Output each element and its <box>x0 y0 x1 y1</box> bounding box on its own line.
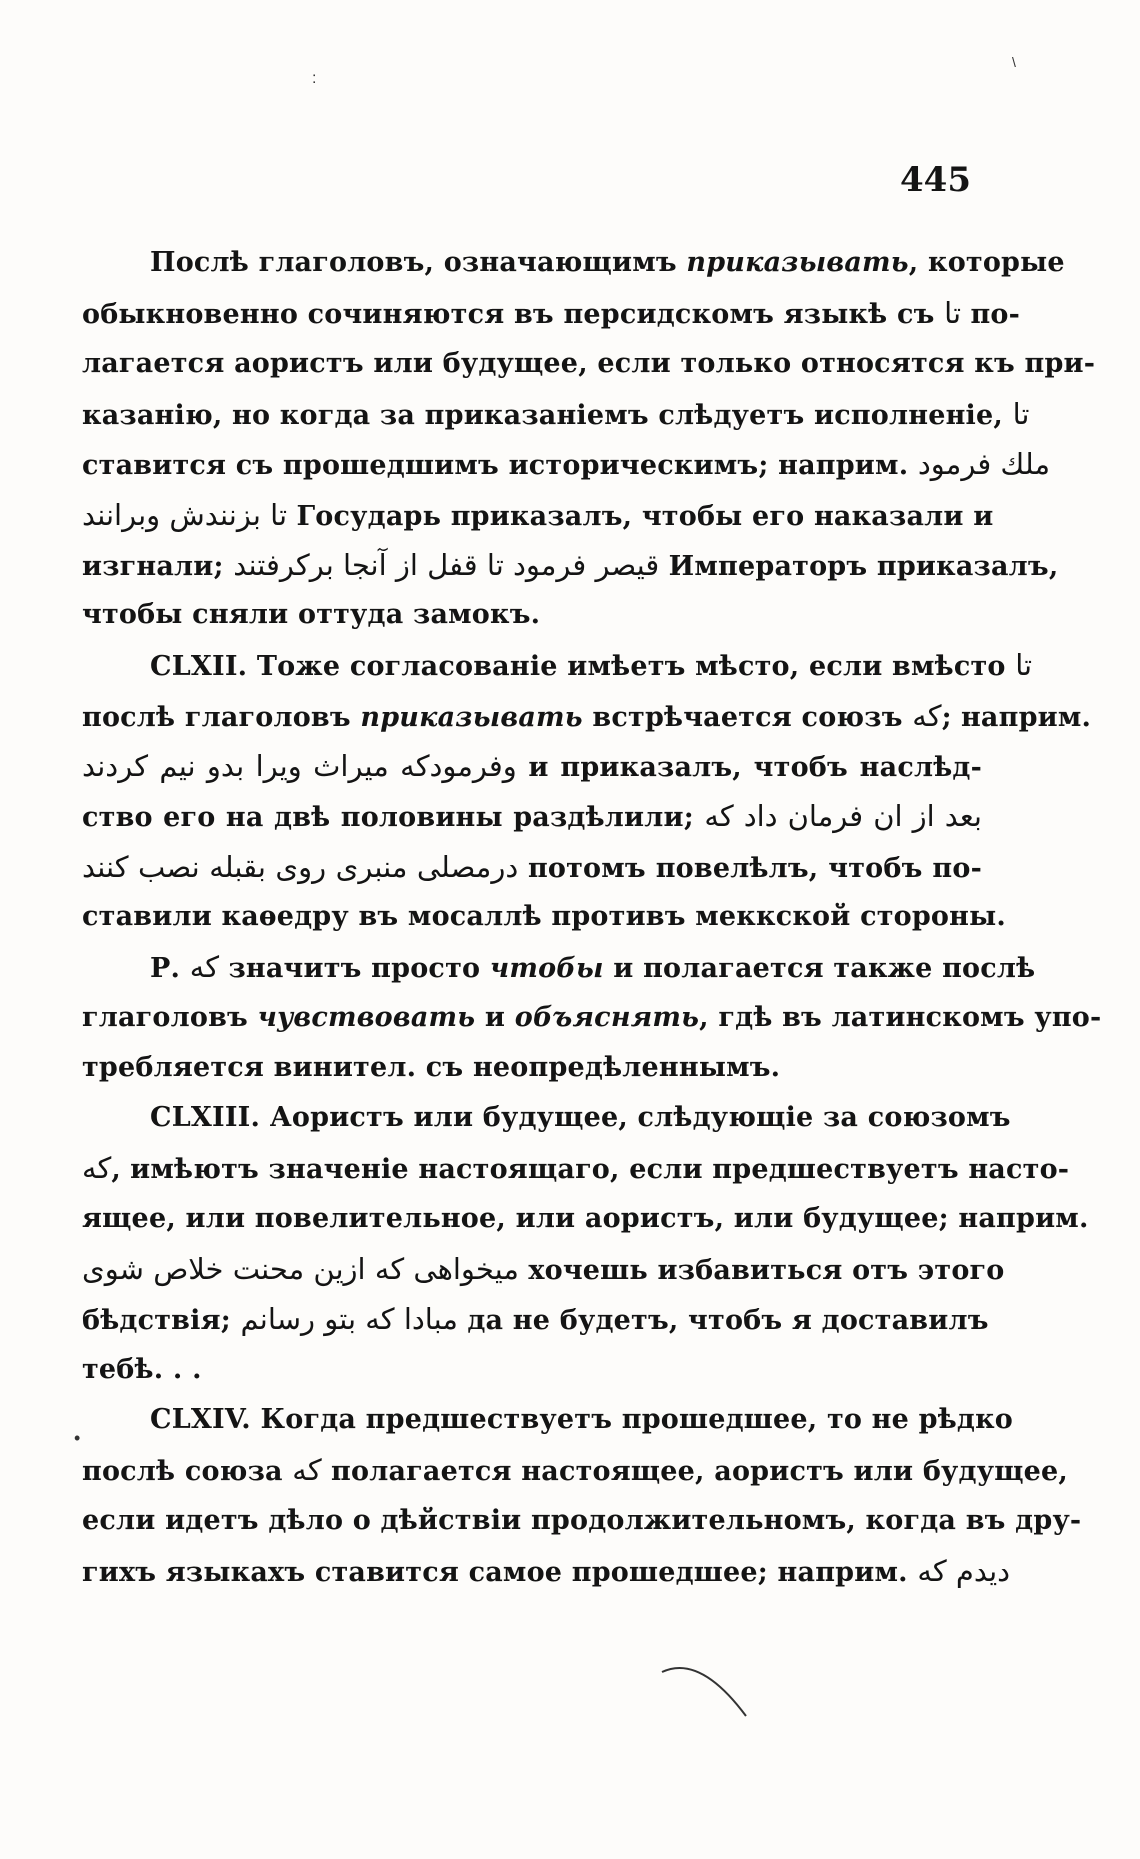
text-line <box>82 1453 1068 1489</box>
text-span: казанію, но когда за приказаніемъ слѣдуетъ исполненіе, <box>82 399 1013 431</box>
text-line <box>82 799 982 835</box>
text-span: да не будетъ, чтобъ я доставилъ <box>457 1305 989 1337</box>
italic-term: объяснять <box>514 1001 700 1033</box>
text-line <box>82 598 982 632</box>
text-span: CLXIII. Аористъ или будущее, слѣдующіе за союзомъ <box>150 1102 1011 1134</box>
persian-phrase: درمصلى منبرى روى بقبله نصب كنند <box>82 849 519 884</box>
text-span: лагается аористъ или будущее, если только относятся къ при- <box>82 347 1096 379</box>
text-span: ство его на двѣ половины раздѣлили; <box>82 802 705 834</box>
text-line <box>82 1403 1013 1437</box>
text-line <box>82 447 1050 483</box>
text-line <box>82 749 982 785</box>
text-line <box>82 497 994 534</box>
text-line <box>82 1252 1005 1288</box>
persian-phrase: تا <box>1012 396 1030 431</box>
text-span: по- <box>961 299 1021 331</box>
text-line <box>82 1302 989 1338</box>
italic-term: чтобы <box>489 953 604 985</box>
scan-speck: \ <box>1012 54 1016 70</box>
text-span: требляется винител. съ неопредѣленнымъ. <box>82 1051 781 1083</box>
persian-phrase: كه <box>912 698 942 733</box>
text-span: ящее, или повелительное, или аористъ, или будущее; наприм. <box>82 1202 1089 1234</box>
text-line <box>82 1202 1089 1236</box>
persian-phrase: كه <box>189 950 220 985</box>
text-span: встрѣчается союзъ <box>582 701 913 733</box>
text-span: гихъ языкахъ ставится самое прошедшее; наприм. <box>82 1556 918 1588</box>
text-line <box>82 396 1030 433</box>
text-line <box>82 347 1096 381</box>
persian-phrase: وفرمودكه ميراث ويرا بدو نيم كردند <box>82 749 517 783</box>
text-line <box>82 950 1036 986</box>
italic-term: приказывать <box>686 247 909 278</box>
text-span: и <box>475 1001 515 1033</box>
text-line <box>82 296 1021 332</box>
italic-term: чувствовать <box>257 1001 476 1033</box>
scan-speck: : <box>312 70 317 87</box>
text-line <box>82 547 1059 584</box>
text-span: глаголовъ <box>82 1001 258 1033</box>
text-line <box>82 1101 1011 1135</box>
persian-phrase: تا <box>944 296 962 331</box>
persian-phrase: بعد از ان فرمان داد كه <box>704 799 982 834</box>
persian-phrase: ملك فرمود <box>917 447 1050 482</box>
text-span: , имѣютъ значеніе настоящаго, если предшествуетъ насто- <box>111 1154 1070 1186</box>
persian-phrase: ديدم كه <box>917 1553 1011 1588</box>
text-span: хочешь избавиться отъ этого <box>518 1255 1005 1286</box>
text-line <box>82 1051 982 1085</box>
page-number: 445 <box>900 160 971 200</box>
text-span: полагается настоящее, аористъ или будущее, <box>321 1456 1068 1488</box>
text-span: Р. <box>150 953 190 985</box>
text-span: обыкновенно сочиняются въ персидскомъ языкѣ съ <box>82 299 945 331</box>
text-span: Императоръ приказалъ, <box>659 550 1059 582</box>
text-line <box>82 1353 982 1387</box>
text-span: Государь приказалъ, чтобы его наказали и <box>287 500 994 532</box>
persian-phrase: قيصر فرمود تا قفل از آنجا بركرفتند <box>233 547 660 582</box>
text-span: и полагается также послѣ <box>603 953 1036 985</box>
text-span: потомъ повелѣлъ, чтобъ по- <box>518 852 982 884</box>
text-line <box>82 900 1006 934</box>
text-span: бѣдствія; <box>82 1305 241 1337</box>
italic-term: приказывать <box>360 701 583 733</box>
text-line <box>82 1151 1070 1187</box>
text-span: послѣ союза <box>82 1456 293 1488</box>
scan-speck: • <box>74 1428 81 1448</box>
text-line <box>82 246 1065 280</box>
text-line <box>82 648 1033 684</box>
text-span: CLXIV. Когда предшествуетъ прошедшее, то не рѣдко <box>150 1403 1013 1435</box>
persian-phrase: كه <box>292 1453 322 1488</box>
text-span: ставится съ прошедшимъ историческимъ; наприм. <box>82 450 918 482</box>
text-span: изгнали; <box>82 550 234 582</box>
text-span: , которые <box>908 247 1065 278</box>
text-span: послѣ глаголовъ <box>82 701 361 733</box>
text-span: тебѣ. . . <box>82 1353 202 1385</box>
text-line <box>82 1553 1011 1590</box>
persian-phrase: كه <box>82 1151 112 1186</box>
scan-artifact-curve <box>660 1660 750 1720</box>
text-span: , гдѣ въ латинскомъ упо- <box>699 1001 1102 1033</box>
text-line <box>82 1001 1102 1035</box>
persian-phrase: تا بزنندش وبرانند <box>82 497 288 532</box>
text-line <box>82 698 1092 735</box>
persian-phrase: مبادا كه بتو رسانم <box>240 1302 458 1337</box>
text-span: ; наприм. <box>941 701 1092 733</box>
text-line <box>82 1504 1082 1538</box>
text-span: Послѣ глаголовъ, означающимъ <box>150 247 687 278</box>
persian-phrase: ميخواهى كه ازين محنت خلاص شوى <box>82 1252 519 1286</box>
text-line <box>82 850 982 886</box>
text-span: CLXII. Тоже согласованіе имѣетъ мѣсто, если вмѣсто <box>150 651 1016 683</box>
text-span: ставили каѳедру въ мосаллѣ противъ меккской стороны. <box>82 900 1006 932</box>
persian-phrase: تا <box>1015 648 1033 683</box>
text-span: и приказалъ, чтобъ наслѣд- <box>516 752 982 783</box>
text-span: значитъ просто <box>219 953 490 985</box>
text-span: чтобы сняли оттуда замокъ. <box>82 599 541 631</box>
text-span: если идетъ дѣло о дѣйствіи продолжительномъ, когда въ дру- <box>82 1504 1082 1536</box>
